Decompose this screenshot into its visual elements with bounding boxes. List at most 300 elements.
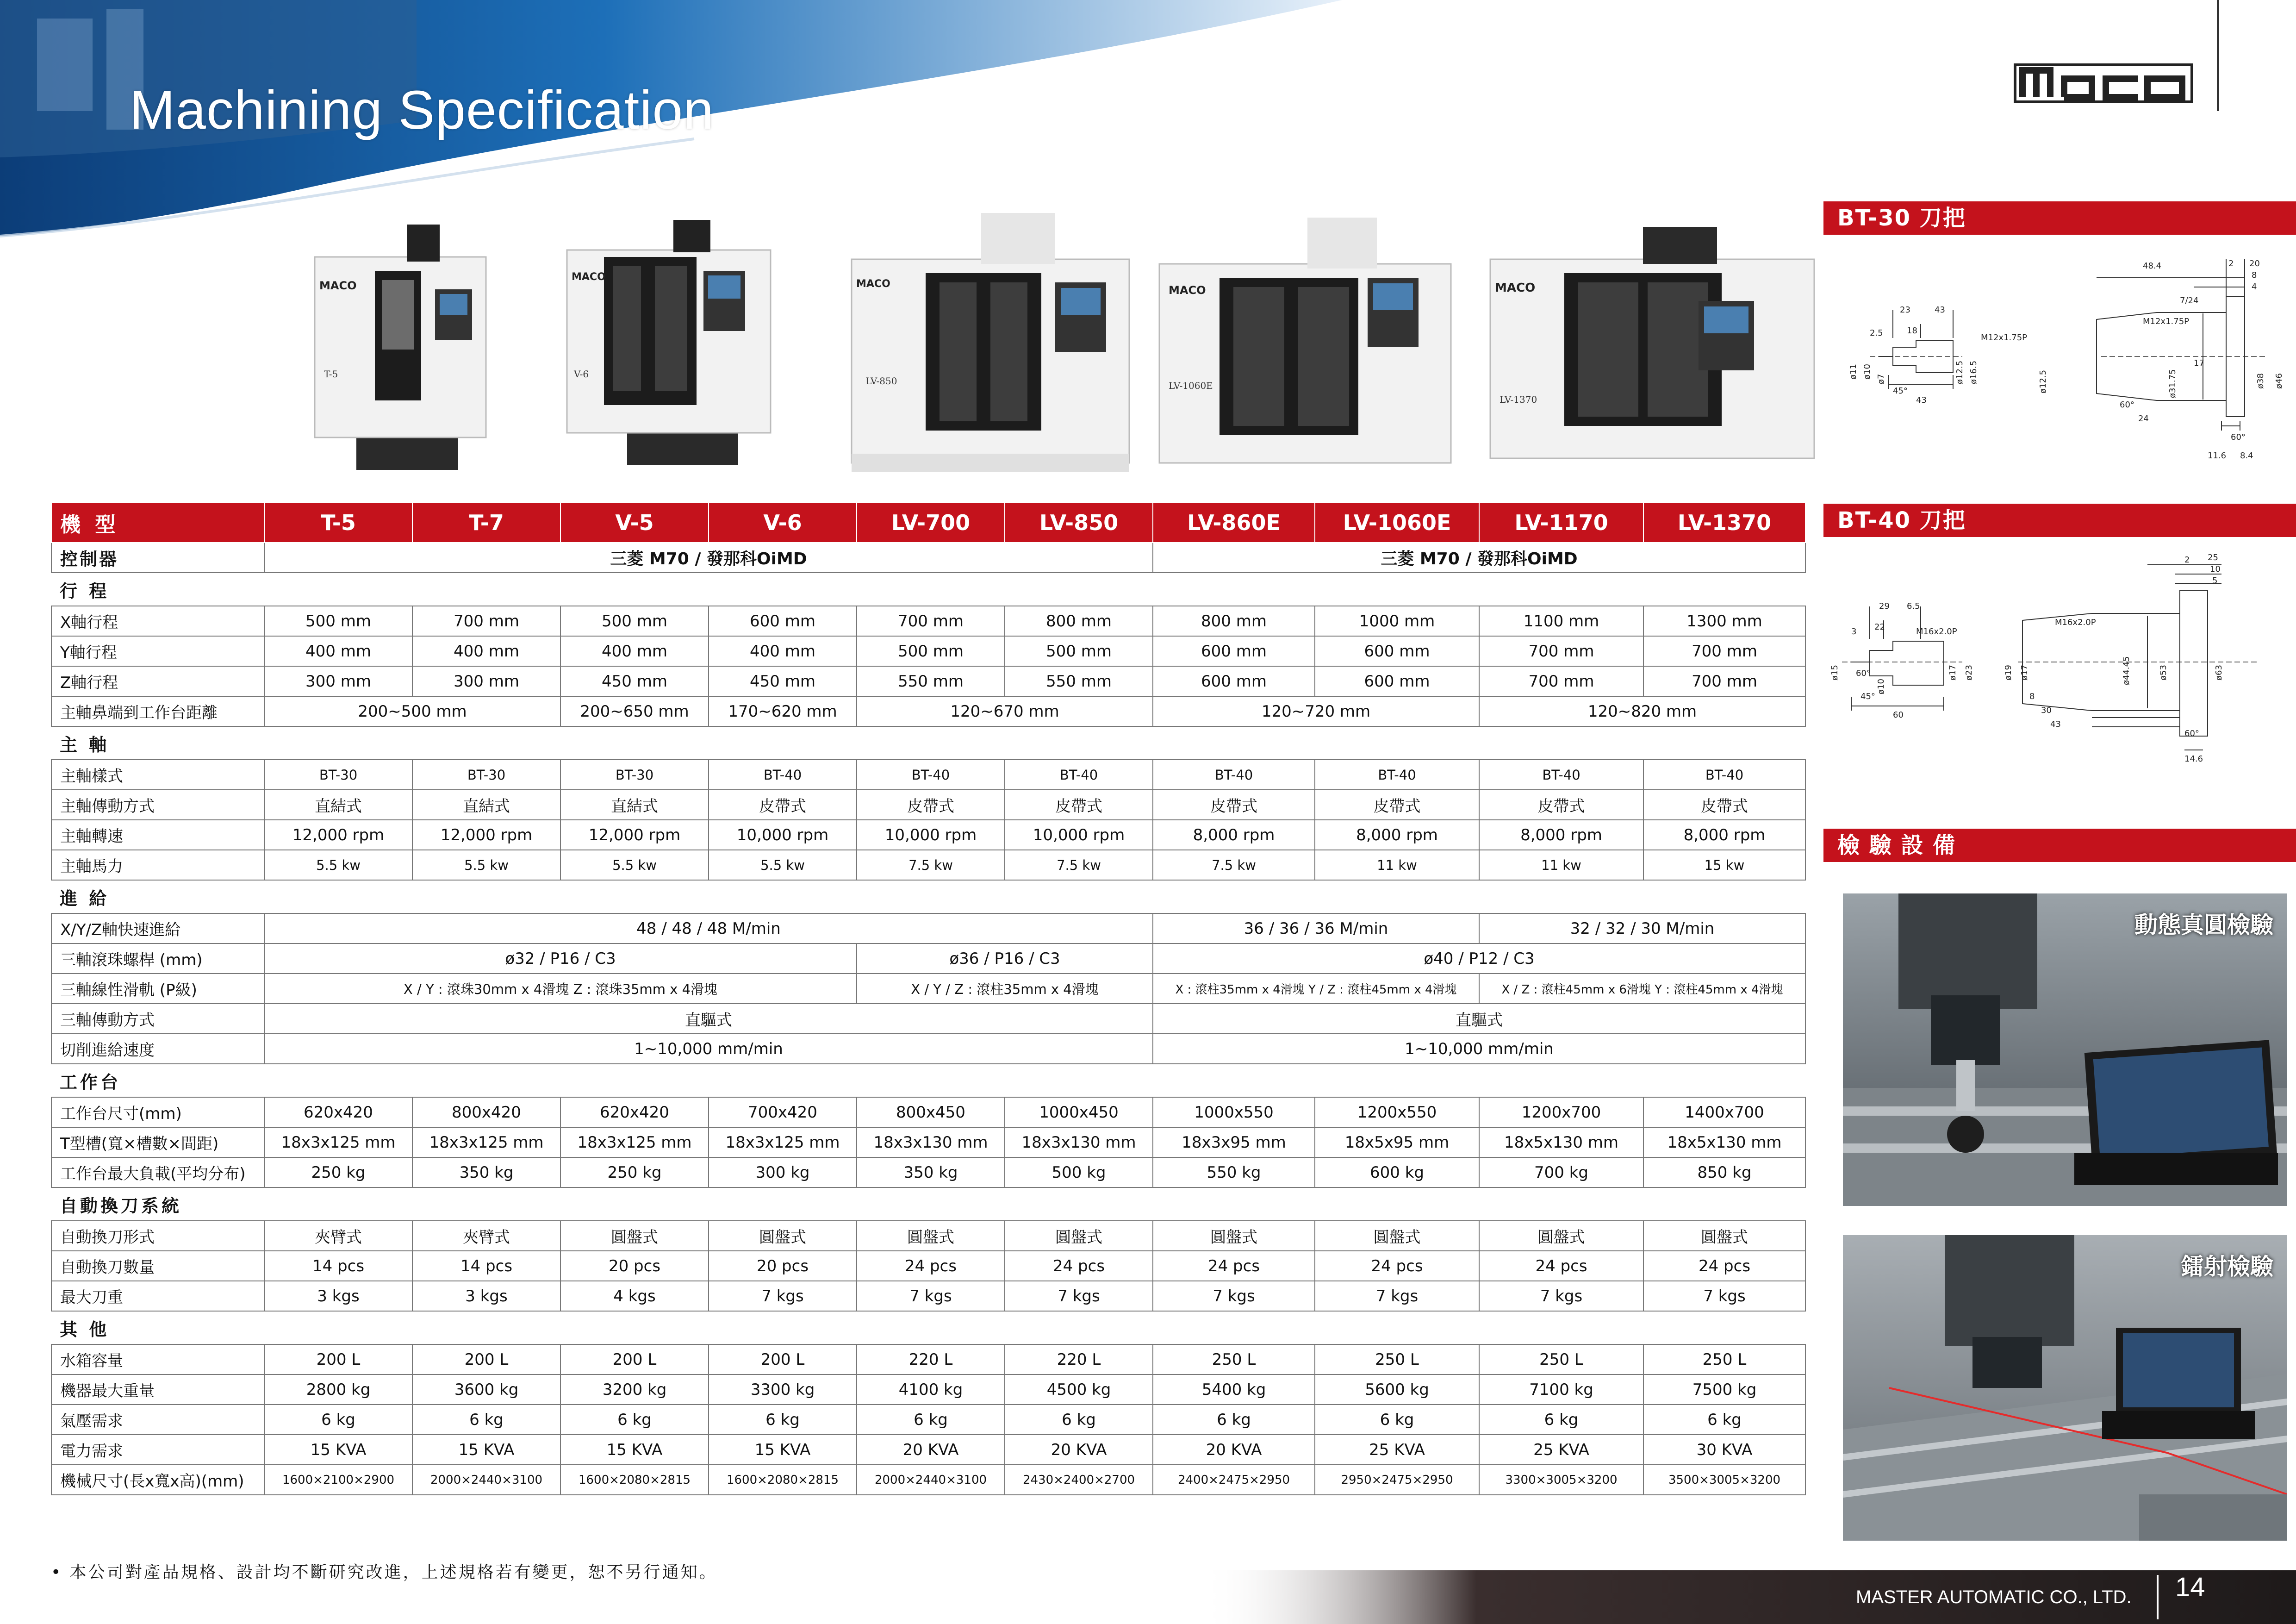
dim: 8	[2252, 270, 2257, 280]
table-cell: 12,000 rpm	[264, 820, 412, 850]
table-cell: 500 mm	[1005, 636, 1153, 666]
svg-text:MACO: MACO	[1495, 281, 1536, 295]
machine-label: T-5	[324, 369, 338, 380]
table-cell: 200 L	[412, 1344, 560, 1374]
table-cell: BT-40	[1315, 760, 1479, 790]
table-cell: 500 kg	[1005, 1157, 1153, 1187]
model-header: LV-1370	[1643, 503, 1805, 543]
table-row	[51, 1097, 1805, 1127]
table-cell: 600 mm	[1153, 636, 1315, 666]
dim: ø53	[2159, 665, 2168, 681]
table-cell: X / Y / Z : 滾柱35mm x 4滑塊	[857, 974, 1153, 1004]
row-label: 工作台最大負載(平均分布)	[51, 1157, 264, 1187]
table-row	[51, 636, 1805, 666]
table-cell: BT-40	[857, 760, 1005, 790]
dim: 45°	[1893, 386, 1908, 396]
table-cell: ø32 / P16 / C3	[264, 943, 857, 974]
table-cell: 700x420	[709, 1097, 857, 1127]
table-cell: 3 kgs	[264, 1281, 412, 1311]
table-row	[51, 1281, 1805, 1311]
table-cell: 300 mm	[264, 666, 412, 696]
table-cell: 450 mm	[560, 666, 709, 696]
dim: ø19	[2004, 665, 2013, 681]
bt40-heading: BT-40 刀把	[1823, 504, 2296, 537]
table-cell: 8,000 rpm	[1153, 820, 1315, 850]
table-cell: 450 mm	[709, 666, 857, 696]
page-title: Machining Specification	[130, 80, 714, 141]
table-row	[51, 1157, 1805, 1187]
table-cell: 直結式	[264, 790, 412, 820]
table-cell: 24 pcs	[857, 1251, 1005, 1281]
table-cell: 48 / 48 / 48 M/min	[264, 913, 1153, 943]
table-cell: 11 kw	[1479, 850, 1643, 880]
dim: ø7	[1876, 374, 1886, 384]
table-cell: 皮帶式	[1153, 790, 1315, 820]
table-cell: 350 kg	[857, 1157, 1005, 1187]
svg-text:MACO: MACO	[856, 278, 890, 290]
table-cell: 550 mm	[1005, 666, 1153, 696]
table-cell: 500 mm	[560, 606, 709, 636]
row-label: 主軸馬力	[51, 850, 264, 880]
dim: 11.6	[2208, 451, 2227, 461]
table-cell: 700 mm	[857, 606, 1005, 636]
section-title: 進 給	[51, 880, 1805, 913]
table-cell: 6 kg	[1479, 1405, 1643, 1435]
table-cell: 圓盤式	[1643, 1221, 1805, 1251]
dim: 43	[2050, 719, 2061, 729]
table-cell: 250 L	[1643, 1344, 1805, 1374]
table-cell: 5.5 kw	[412, 850, 560, 880]
machine-image-v6	[562, 211, 780, 470]
dim: 2	[2184, 555, 2190, 565]
table-cell: 直結式	[412, 790, 560, 820]
table-row	[51, 1405, 1805, 1435]
table-cell: 800x420	[412, 1097, 560, 1127]
row-label: 三軸滾珠螺桿 (mm)	[51, 943, 264, 974]
photo-ballbar	[1843, 893, 2287, 1206]
table-row	[51, 606, 1805, 636]
machine-image-t5	[305, 211, 504, 475]
table-row	[51, 543, 1805, 573]
table-cell: 三菱 M70 / 發那科OiMD	[1153, 543, 1805, 573]
table-cell: 皮帶式	[1315, 790, 1479, 820]
dim: ø23	[1964, 665, 1974, 681]
section-row	[51, 880, 1805, 913]
table-cell: 皮帶式	[709, 790, 857, 820]
page-number: 14	[2175, 1572, 2205, 1602]
row-label: Y軸行程	[51, 636, 264, 666]
table-cell: 1600×2080×2815	[560, 1465, 709, 1495]
table-cell: 皮帶式	[1643, 790, 1805, 820]
table-cell: 1200x550	[1315, 1097, 1479, 1127]
machine-label: LV-1060E	[1169, 380, 1213, 391]
table-row	[51, 1465, 1805, 1495]
table-cell: 600 mm	[1153, 666, 1315, 696]
dim: 45°	[1860, 692, 1875, 701]
dim: M16x2.0P	[2055, 618, 2096, 627]
table-cell: 1000x450	[1005, 1097, 1153, 1127]
table-cell: 7 kgs	[1643, 1281, 1805, 1311]
table-cell: BT-40	[1153, 760, 1315, 790]
table-cell: 5.5 kw	[264, 850, 412, 880]
table-row	[51, 974, 1805, 1004]
footer-bar	[1203, 1570, 2296, 1624]
table-row	[51, 1127, 1805, 1157]
table-cell: 24 pcs	[1315, 1251, 1479, 1281]
table-row	[51, 760, 1805, 790]
table-cell: 1400x700	[1643, 1097, 1805, 1127]
table-header-row	[51, 503, 1805, 543]
dim: ø10	[1862, 364, 1872, 380]
dim: 48.4	[2143, 261, 2162, 271]
dim: 30	[2041, 706, 2052, 715]
table-cell: ø40 / P12 / C3	[1153, 943, 1805, 974]
model-header: LV-1060E	[1315, 503, 1479, 543]
table-cell: 7 kgs	[709, 1281, 857, 1311]
table-cell: 24 pcs	[1153, 1251, 1315, 1281]
dim: 20	[2249, 259, 2260, 269]
table-row	[51, 666, 1805, 696]
table-cell: 8,000 rpm	[1643, 820, 1805, 850]
row-label: 主軸鼻端到工作台距離	[51, 696, 264, 726]
table-cell: 6 kg	[857, 1405, 1005, 1435]
table-cell: 直驅式	[264, 1004, 1153, 1034]
table-cell: 120∼720 mm	[1153, 696, 1479, 726]
table-cell: 400 mm	[412, 636, 560, 666]
table-cell: 25 KVA	[1479, 1435, 1643, 1465]
table-cell: 圓盤式	[1005, 1221, 1153, 1251]
dim: ø17	[1948, 665, 1958, 681]
table-cell: 5.5 kw	[709, 850, 857, 880]
table-cell: 18x5x95 mm	[1315, 1127, 1479, 1157]
table-cell: 6 kg	[1005, 1405, 1153, 1435]
table-cell: 1∼10,000 mm/min	[264, 1034, 1153, 1064]
table-cell: 6 kg	[1643, 1405, 1805, 1435]
dim: 8	[2029, 692, 2035, 701]
svg-text:MACO: MACO	[572, 271, 606, 283]
table-cell: 5.5 kw	[560, 850, 709, 880]
table-row	[51, 696, 1805, 726]
table-cell: 11 kw	[1315, 850, 1479, 880]
table-cell: 3 kgs	[412, 1281, 560, 1311]
table-cell: 10,000 rpm	[709, 820, 857, 850]
svg-text:MACO: MACO	[319, 279, 357, 292]
table-cell: 8,000 rpm	[1315, 820, 1479, 850]
row-label: X軸行程	[51, 606, 264, 636]
dim: 43	[1916, 395, 1927, 405]
table-cell: 18x3x125 mm	[709, 1127, 857, 1157]
table-cell: 20 KVA	[1005, 1435, 1153, 1465]
table-cell: 20 KVA	[1153, 1435, 1315, 1465]
table-cell: 7500 kg	[1643, 1374, 1805, 1405]
table-cell: 7 kgs	[1479, 1281, 1643, 1311]
table-cell: 夾臂式	[412, 1221, 560, 1251]
table-cell: 2430×2400×2700	[1005, 1465, 1153, 1495]
dim: M12x1.75P	[1981, 333, 2028, 343]
dim: ø16.5	[1969, 360, 1979, 384]
table-cell: 7 kgs	[1005, 1281, 1153, 1311]
table-cell: 圓盤式	[857, 1221, 1005, 1251]
table-cell: 直結式	[560, 790, 709, 820]
table-cell: 皮帶式	[1479, 790, 1643, 820]
dim: 4	[2252, 282, 2257, 292]
model-header: LV-850	[1005, 503, 1153, 543]
row-label: 控制器	[51, 543, 264, 573]
table-cell: 1∼10,000 mm/min	[1153, 1034, 1805, 1064]
dim: ø12.5	[1955, 360, 1965, 384]
dim: 60°	[2184, 729, 2199, 738]
table-cell: 250 kg	[264, 1157, 412, 1187]
table-cell: 850 kg	[1643, 1157, 1805, 1187]
row-label: 水箱容量	[51, 1344, 264, 1374]
table-cell: 700 mm	[1479, 636, 1643, 666]
dim: M16x2.0P	[1916, 627, 1957, 637]
row-label: X/Y/Z軸快速進給	[51, 913, 264, 943]
table-cell: 圓盤式	[1315, 1221, 1479, 1251]
machine-label: LV-1370	[1500, 394, 1537, 405]
model-header: V-6	[709, 503, 857, 543]
table-cell: 18x3x125 mm	[412, 1127, 560, 1157]
table-cell: 1600×2080×2815	[709, 1465, 857, 1495]
table-cell: 14 pcs	[264, 1251, 412, 1281]
table-cell: 5600 kg	[1315, 1374, 1479, 1405]
machine-image-lv850	[842, 204, 1139, 481]
table-cell: 4 kgs	[560, 1281, 709, 1311]
row-label: 電力需求	[51, 1435, 264, 1465]
table-cell: 250 kg	[560, 1157, 709, 1187]
table-cell: 200∼650 mm	[560, 696, 709, 726]
dim: 7/24	[2180, 296, 2199, 306]
table-cell: 400 mm	[709, 636, 857, 666]
dim: 25	[2208, 553, 2218, 562]
table-cell: 三菱 M70 / 發那科OiMD	[264, 543, 1153, 573]
table-cell: 120∼820 mm	[1479, 696, 1805, 726]
section-title: 行 程	[51, 573, 1805, 606]
bt30-drawing	[1823, 250, 2296, 472]
table-cell: 1000 mm	[1315, 606, 1479, 636]
table-cell: 200∼500 mm	[264, 696, 560, 726]
table-cell: 6 kg	[264, 1405, 412, 1435]
table-cell: 夾臂式	[264, 1221, 412, 1251]
model-header: T-5	[264, 503, 412, 543]
table-cell: 1600×2100×2900	[264, 1465, 412, 1495]
dim: 14.6	[2184, 754, 2203, 764]
dim: ø10	[1876, 679, 1886, 694]
company-name: MASTER AUTOMATIC CO., LTD.	[1856, 1587, 2132, 1607]
table-row	[51, 1435, 1805, 1465]
table-cell: 700 mm	[412, 606, 560, 636]
table-cell: 400 mm	[264, 636, 412, 666]
table-cell: 24 pcs	[1005, 1251, 1153, 1281]
dim: 60°	[2231, 432, 2246, 442]
dim: 23	[1900, 305, 1910, 315]
table-cell: 18x3x125 mm	[264, 1127, 412, 1157]
machine-label: V-6	[574, 369, 589, 380]
table-cell: X : 滾柱35mm x 4滑塊 Y / Z : 滾柱45mm x 4滑塊	[1153, 974, 1479, 1004]
table-cell: 12,000 rpm	[560, 820, 709, 850]
machine-label: LV-850	[865, 375, 897, 387]
section-title: 工作台	[51, 1064, 1805, 1097]
table-cell: 皮帶式	[1005, 790, 1153, 820]
table-cell: 10,000 rpm	[1005, 820, 1153, 850]
table-cell: 4100 kg	[857, 1374, 1005, 1405]
table-cell: 圓盤式	[1153, 1221, 1315, 1251]
table-cell: 600 mm	[1315, 636, 1479, 666]
table-cell: 10,000 rpm	[857, 820, 1005, 850]
bt40-drawing	[1823, 546, 2296, 768]
dim: 29	[1879, 601, 1890, 611]
table-cell: 3600 kg	[412, 1374, 560, 1405]
dim: 8.4	[2240, 451, 2253, 461]
table-cell: 600 kg	[1315, 1157, 1479, 1187]
row-label: 三軸線性滑軌 (P級)	[51, 974, 264, 1004]
model-header: LV-700	[857, 503, 1005, 543]
table-cell: BT-40	[1479, 760, 1643, 790]
dim: 6.5	[1907, 601, 1920, 611]
table-cell: 皮帶式	[857, 790, 1005, 820]
table-cell: 120∼670 mm	[857, 696, 1153, 726]
row-label: 最大刀重	[51, 1281, 264, 1311]
table-cell: 30 KVA	[1643, 1435, 1805, 1465]
table-cell: 250 L	[1315, 1344, 1479, 1374]
table-cell: 220 L	[1005, 1344, 1153, 1374]
table-cell: ø36 / P16 / C3	[857, 943, 1153, 974]
table-cell: 550 mm	[857, 666, 1005, 696]
dim: ø38	[2256, 373, 2265, 389]
table-cell: 3300 kg	[709, 1374, 857, 1405]
machine-image-lv1060e	[1155, 208, 1456, 477]
photo-label: 動態真圓檢驗	[2134, 912, 2273, 938]
table-cell: 220 L	[857, 1344, 1005, 1374]
table-cell: BT-40	[1005, 760, 1153, 790]
dim: 18	[1907, 326, 1917, 336]
dim: M12x1.75P	[2143, 317, 2190, 326]
table-cell: 500 mm	[264, 606, 412, 636]
table-cell: X / Y : 滾珠30mm x 4滑塊 Z : 滾珠35mm x 4滑塊	[264, 974, 857, 1004]
table-cell: 15 KVA	[264, 1435, 412, 1465]
section-row	[51, 1187, 1805, 1221]
table-row	[51, 790, 1805, 820]
photo-label: 鐳射檢驗	[2181, 1253, 2273, 1280]
dim: ø15	[1830, 665, 1840, 681]
table-cell: 350 kg	[412, 1157, 560, 1187]
table-cell: 20 KVA	[857, 1435, 1005, 1465]
table-cell: 7.5 kw	[1005, 850, 1153, 880]
table-row	[51, 1374, 1805, 1405]
table-cell: 1100 mm	[1479, 606, 1643, 636]
dim: 43	[1935, 305, 1945, 315]
table-row	[51, 1251, 1805, 1281]
dim: 17	[2194, 358, 2204, 368]
table-cell: 200 L	[560, 1344, 709, 1374]
table-cell: X / Z : 滾柱45mm x 6滑塊 Y : 滾柱45mm x 4滑塊	[1479, 974, 1805, 1004]
dim: 10	[2210, 564, 2221, 574]
table-cell: 250 L	[1153, 1344, 1315, 1374]
table-cell: 8,000 rpm	[1479, 820, 1643, 850]
table-cell: 550 kg	[1153, 1157, 1315, 1187]
table-cell: 2000×2440×3100	[412, 1465, 560, 1495]
table-cell: 18x3x95 mm	[1153, 1127, 1315, 1157]
table-cell: 400 mm	[560, 636, 709, 666]
dim: ø44.45	[2122, 656, 2131, 685]
table-cell: 6 kg	[560, 1405, 709, 1435]
table-row	[51, 850, 1805, 880]
row-label: 主軸樣式	[51, 760, 264, 790]
dim: 3	[1851, 627, 1857, 637]
table-cell: 圓盤式	[709, 1221, 857, 1251]
table-cell: BT-30	[560, 760, 709, 790]
table-cell: 2000×2440×3100	[857, 1465, 1005, 1495]
model-header: LV-860E	[1153, 503, 1315, 543]
row-label: 工作台尺寸(mm)	[51, 1097, 264, 1127]
bt30-heading: BT-30 刀把	[1823, 201, 2296, 235]
table-cell: 15 KVA	[560, 1435, 709, 1465]
table-cell: 36 / 36 / 36 M/min	[1153, 913, 1479, 943]
dim: ø12.5	[2038, 369, 2048, 394]
table-cell: 170∼620 mm	[709, 696, 857, 726]
dim: 22	[1874, 622, 1885, 632]
row-label: 機器最大重量	[51, 1374, 264, 1405]
table-cell: 5400 kg	[1153, 1374, 1315, 1405]
table-cell: 14 pcs	[412, 1251, 560, 1281]
section-row	[51, 573, 1805, 606]
table-cell: BT-30	[412, 760, 560, 790]
section-title: 自動換刀系統	[51, 1187, 1805, 1221]
table-cell: 2950×2475×2950	[1315, 1465, 1479, 1495]
table-cell: 7 kgs	[857, 1281, 1005, 1311]
table-cell: BT-40	[709, 760, 857, 790]
inspection-heading: 檢 驗 設 備	[1823, 829, 2296, 862]
table-row	[51, 820, 1805, 850]
table-cell: 800x450	[857, 1097, 1005, 1127]
table-cell: 7 kgs	[1153, 1281, 1315, 1311]
table-cell: 700 mm	[1643, 636, 1805, 666]
table-cell: 500 mm	[857, 636, 1005, 666]
model-header: V-5	[560, 503, 709, 543]
table-cell: 18x5x130 mm	[1643, 1127, 1805, 1157]
table-cell: 600 mm	[709, 606, 857, 636]
table-cell: 24 pcs	[1479, 1251, 1643, 1281]
table-row	[51, 1004, 1805, 1034]
table-cell: 15 KVA	[709, 1435, 857, 1465]
table-row	[51, 1034, 1805, 1064]
table-cell: BT-30	[264, 760, 412, 790]
table-cell: 18x3x130 mm	[1005, 1127, 1153, 1157]
table-cell: 1300 mm	[1643, 606, 1805, 636]
table-row	[51, 1221, 1805, 1251]
table-cell: 1200x700	[1479, 1097, 1643, 1127]
row-label: 主軸傳動方式	[51, 790, 264, 820]
table-cell: 4500 kg	[1005, 1374, 1153, 1405]
dim: 60°	[1856, 668, 1871, 678]
table-cell: 圓盤式	[1479, 1221, 1643, 1251]
header-corner: 機 型	[51, 503, 264, 543]
section-row	[51, 726, 1805, 760]
header-divider	[2217, 0, 2219, 111]
model-header: T-7	[412, 503, 560, 543]
row-label: T型槽(寬×槽數×間距)	[51, 1127, 264, 1157]
table-cell: 200 L	[264, 1344, 412, 1374]
table-cell: 18x3x130 mm	[857, 1127, 1005, 1157]
table-cell: 700 mm	[1643, 666, 1805, 696]
table-cell: 7100 kg	[1479, 1374, 1643, 1405]
table-cell: 25 KVA	[1315, 1435, 1479, 1465]
table-row	[51, 1344, 1805, 1374]
table-cell: 800 mm	[1005, 606, 1153, 636]
maco-logo	[2013, 60, 2194, 106]
section-row	[51, 1064, 1805, 1097]
spec-table	[51, 502, 1806, 1495]
